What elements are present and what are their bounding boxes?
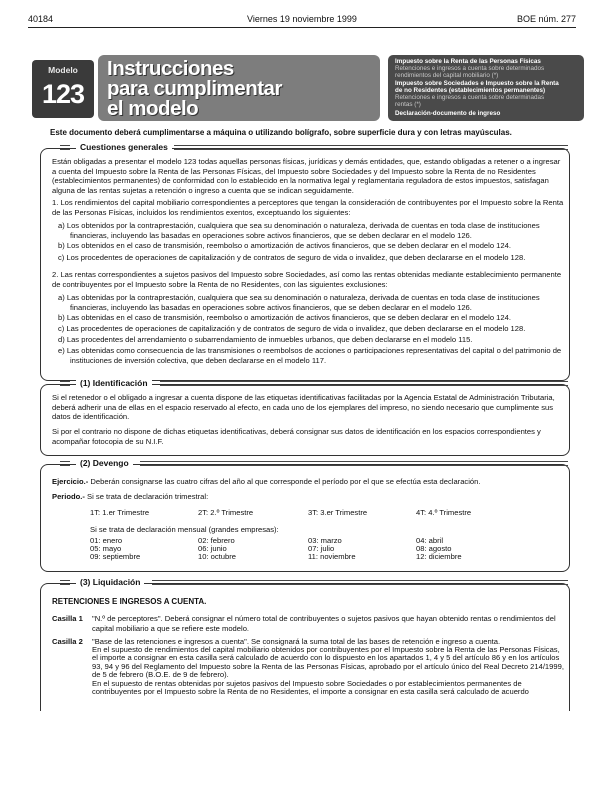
trimestre-4: 4T: 4.º Trimestre: [416, 508, 472, 517]
ejercicio-text: Deberán consignarse las cuatro cifras del año al que corresponde el período por el que se efectúa esta declaración.: [90, 477, 481, 486]
section-title: (3) Liquidación: [76, 577, 144, 587]
ejercicio-label: Ejercicio.-: [52, 477, 89, 486]
item-2e: e) Las obtenidas como consecuencia de las transmisiones o reembolsos de acciones o participaciones representativas del capital o del patrimonio de instituciones de inversión colectiva, que deben declararse en el modelo 117.: [58, 346, 562, 365]
cuestiones-paragraph: Están obligadas a presentar el modelo 123 todas aquellas personas físicas, jurídicas y demás entidades, que, estando obligadas a retener o a ingresar a cuenta del Impuesto sobre la Renta de las Personas Físicas, del Impuesto sobre Sociedades y del Impuesto sobre la Renta de no Residentes (establecimientos permanentes) de conformidad con lo establecido en la normativa legal y reglamentaria reguladora de estos impuestos, satisfagan alguna de las rentas sujetas a retención o ingreso a cuenta que se indican seguidamente.: [52, 157, 561, 195]
item-1a: a) Los obtenidos por la contraprestación, cualquiera que sea su denominación o naturaleza, derivada de cuentas en toda clase de instituciones financieras, incluyendo las basadas en operaciones sobre activos financieros, que se deben declarar en el modelo 126.: [58, 221, 540, 240]
meses-grid: [90, 536, 570, 566]
mes-05: 05: mayo: [90, 544, 122, 553]
title-line-1: Instrucciones: [107, 57, 234, 80]
mes-04: 04: abril: [416, 536, 444, 545]
section-title: Cuestiones generales: [76, 142, 172, 152]
info-line-6: Retenciones e ingresos a cuenta sobre determinadas: [395, 94, 545, 101]
section-rule-left: [60, 145, 70, 150]
section-rule-right: [152, 580, 568, 585]
mes-09: 09: septiembre: [90, 552, 141, 561]
page-number: 40184: [28, 14, 54, 24]
mensual-label: Si se trata de declaración mensual (grandes empresas):: [90, 525, 279, 534]
mes-06: 06: junio: [198, 544, 227, 553]
title-line-3: el modelo: [107, 97, 199, 120]
modelo-label: Modelo: [48, 65, 78, 75]
casilla-2-paragraph-3: En el supuesto de rentas obtenidas por sujetos pasivos del Impuesto sobre Sociedades o por establecimientos permanentes de contribuyentes por el Impuesto sobre la Renta de no Residentes, el importe a consignar en esta casilla será calculado de acuerdo: [92, 679, 529, 697]
publication-date: Viernes 19 noviembre 1999: [247, 14, 357, 24]
mes-08: 08: agosto: [416, 544, 452, 553]
item-1: 1. Los rendimientos del capital mobiliario correspondientes a perceptores que tengan la consideración de contribuyentes por el Impuesto sobre la Renta de las Personas Físicas, incluidos los rendimientos exentos, exceptuando los siguientes:: [52, 198, 564, 217]
mes-10: 10: octubre: [198, 552, 236, 561]
document-title: [98, 55, 380, 121]
header-rule: [28, 27, 576, 28]
casilla-2-text: "Base de las retenciones e ingresos a cuenta". Se consignará la suma total de las bases de retención e ingreso a cuenta.: [92, 637, 501, 646]
trimestres-row: [90, 508, 570, 520]
section-title: (2) Devengo: [76, 458, 133, 468]
item-2a: a) Las obtenidas por la contraprestación, cualquiera que sea su denominación o naturaleza, derivada de cuentas en toda clase de instituciones financieras, incluyendo las basadas en operaciones sobre activos financieros, que se deben declarar en el modelo 126.: [58, 293, 540, 312]
casilla-1-label: Casilla 1: [52, 614, 83, 623]
page-header: [28, 14, 576, 26]
item-2: 2. Las rentas correspondientes a sujetos pasivos del Impuesto sobre Sociedades, así como las rentas obtenidas mediante establecimiento permanente de contribuyentes por el Impuesto sobre la Renta de no Residentes, con las siguientes exclusiones:: [52, 270, 562, 289]
title-line-2: para cumplimentar: [107, 77, 282, 100]
info-line-7: rentas (*): [395, 101, 421, 108]
periodo-line: [52, 492, 564, 502]
info-line-2: Retenciones e ingresos a cuenta sobre determinados: [395, 65, 545, 72]
info-line-5: de no Residentes (establecimientos permanentes): [395, 87, 546, 94]
casilla-2-paragraph-2: En el supuesto de rendimientos del capital mobiliario obtenidos por contribuyentes por el Impuesto sobre la Renta de las Personas Físicas, el importe a consignar en esta casilla será calculado de acuerdo con lo dispuesto en los apartados 1, 4 y 5 del artículo 86 y en los artículos 93, 94 y 96 del Reglamento del Impuesto sobre la Renta de las Personas Físicas, aprobado por el artículo único del Real Decreto 214/1999, de 5 de febrero (B.O.E. de 9 de febrero).: [92, 645, 564, 680]
mes-01: 01: enero: [90, 536, 123, 545]
identificacion-paragraph-1: Si el retenedor o el obligado a ingresar a cuenta dispone de las etiquetas identificativas facilitadas por la Agencia Estatal de Administración Tributaria, deberá adherir una de ellas en el espacio reservado al efecto, en cada uno de los ejemplares del impreso, no siendo necesario que cumplimente sus datos de identificación.: [52, 393, 555, 422]
info-line-8: Declaración-documento de ingreso: [395, 110, 501, 117]
section-title: (1) Identificación: [76, 378, 152, 388]
info-line-3: rendimientos del capital mobiliario (*): [395, 72, 499, 79]
mes-11: 11: noviembre: [308, 552, 356, 561]
item-2c: c) Las procedentes de operaciones de capitalización y de contratos de seguro de vida o invalidez, que deben declararse en el modelo 128.: [58, 324, 526, 333]
modelo-number: 123: [41, 79, 85, 109]
modelo-badge: [32, 60, 94, 118]
casilla-1-text: "N.º de perceptores". Deberá consignar el número total de contribuyentes o sujetos pasivos que hayan obtenido rentas o rendimientos del capital mobiliario a que se refiere este modelo.: [92, 614, 556, 633]
trimestre-1: 1T: 1.er Trimestre: [90, 508, 150, 517]
section-rule-left: [60, 461, 70, 466]
journal-issue: BOE núm. 277: [516, 14, 576, 24]
section-rule-left: [60, 580, 70, 585]
trimestre-3: 3T: 3.er Trimestre: [308, 508, 368, 517]
casilla-2-label: Casilla 2: [52, 637, 83, 646]
trimestre-2: 2T: 2.º Trimestre: [198, 508, 254, 517]
mes-12: 12: diciembre: [416, 552, 462, 561]
info-line-4: Impuesto sobre Sociedades e Impuesto sobre la Renta: [395, 80, 559, 87]
identificacion-paragraph-2: Si por el contrario no dispone de dichas etiquetas identificativas, deberá consignar sus datos de identificación en los espacios correspondientes y acompañar fotocopia de su N.I.F.: [52, 427, 541, 446]
liquidacion-heading: RETENCIONES E INGRESOS A CUENTA.: [52, 597, 207, 606]
ejercicio-line: [52, 477, 564, 487]
item-2d: d) Las procedentes del arrendamiento o subarrendamiento de inmuebles urbanos, que deben declararse en el modelo 115.: [58, 335, 473, 344]
intro-text: Este documento deberá cumplimentarse a máquina o utilizando bolígrafo, sobre superficie dura y con letras mayúsculas.: [50, 128, 512, 137]
mes-07: 07: julio: [308, 544, 335, 553]
section-rule-right: [174, 145, 568, 150]
section-rule-right: [140, 461, 568, 466]
periodo-label: Periodo.-: [52, 492, 85, 501]
info-line-1: Impuesto sobre la Renta de las Personas Físicas: [395, 58, 541, 65]
tax-info-panel: [388, 55, 584, 121]
periodo-text: Si se trata de declaración trimestral:: [87, 492, 209, 501]
mes-03: 03: marzo: [308, 536, 342, 545]
mes-02: 02: febrero: [198, 536, 235, 545]
item-2b: b) Las obtenidas en el caso de transmisión, reembolso o amortización de activos financieros, que se deben declarar en el modelo 124.: [58, 313, 511, 322]
section-rule-left: [60, 381, 70, 386]
section-rule-right: [160, 381, 568, 386]
item-1c: c) Los procedentes de operaciones de capitalización y de contratos de seguro de vida o invalidez, que deben declararse en el modelo 128.: [58, 253, 526, 262]
item-1b: b) Los obtenidos en el caso de transmisión, reembolso o amortización de activos financieros, que se deben declarar en el modelo 124.: [58, 241, 511, 250]
